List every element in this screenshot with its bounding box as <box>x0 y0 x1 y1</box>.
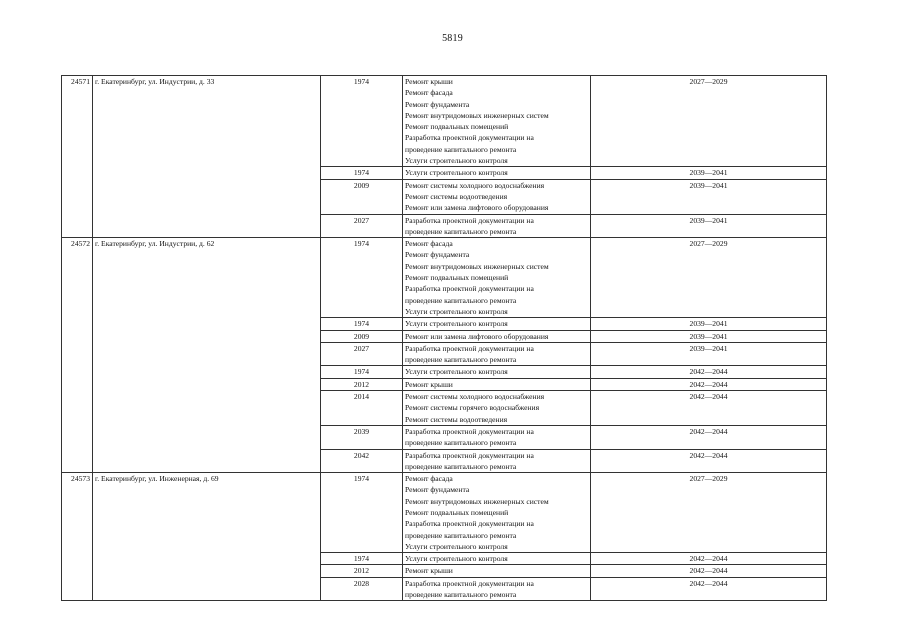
work-types-cell <box>403 577 591 601</box>
work-types-cell <box>403 76 591 167</box>
work-type-item: Ремонт фасада <box>405 474 453 484</box>
period-cell: 2039—2041 <box>591 318 827 330</box>
period-cell: 2039—2041 <box>591 179 827 214</box>
work-types-cell <box>403 330 591 342</box>
period-cell: 2039—2041 <box>591 330 827 342</box>
period-cell: 2039—2041 <box>591 214 827 238</box>
work-type-item: Ремонт или замена лифтового оборудования <box>405 331 549 341</box>
building-address-cell: г. Екатеринбург, ул. Индустрии, д. 33 <box>93 76 321 238</box>
work-type-item: Ремонт внутридомовых инженерных систем <box>405 110 549 120</box>
work-types-cell <box>403 342 591 366</box>
period-cell: 2042—2044 <box>591 378 827 390</box>
year-cell: 2042 <box>321 449 403 473</box>
year-cell: 2009 <box>321 330 403 342</box>
year-cell: 2009 <box>321 179 403 214</box>
work-type-item: проведение капитального ремонта <box>405 226 517 236</box>
work-types-cell <box>403 179 591 214</box>
work-type-item: Ремонт или замена лифтового оборудования <box>405 203 549 213</box>
period-cell: 2042—2044 <box>591 391 827 426</box>
work-type-item: Разработка проектной документации на <box>405 215 534 225</box>
work-type-item: Услуги строительного контроля <box>405 541 508 551</box>
work-type-item: Ремонт подвальных помещений <box>405 122 509 132</box>
work-types-cell <box>403 473 591 553</box>
building-address-cell: г. Екатеринбург, ул. Индустрии, д. 62 <box>93 238 321 473</box>
work-type-item: Ремонт крыши <box>405 77 453 86</box>
work-type-item: проведение капитального ремонта <box>405 295 517 305</box>
period-cell: 2042—2044 <box>591 553 827 565</box>
period-cell: 2042—2044 <box>591 425 827 449</box>
year-cell: 1974 <box>321 366 403 378</box>
work-type-item: Разработка проектной документации на <box>405 519 534 529</box>
work-type-item: Ремонт фундамента <box>405 485 470 495</box>
period-cell: 2027—2029 <box>591 473 827 553</box>
work-type-item: Услуги строительного контроля <box>405 554 508 564</box>
work-type-item: Ремонт внутридомовых инженерных систем <box>405 261 549 271</box>
work-type-item: Ремонт системы водоотведения <box>405 414 508 424</box>
work-type-item: Разработка проектной документации на <box>405 284 534 294</box>
work-type-item: Разработка проектной документации на <box>405 450 534 460</box>
period-cell: 2042—2044 <box>591 577 827 601</box>
work-type-item: проведение капитального ремонта <box>405 355 517 365</box>
work-type-item: Услуги строительного контроля <box>405 319 508 329</box>
work-types-cell <box>403 391 591 426</box>
year-cell: 2012 <box>321 565 403 577</box>
work-type-item: Разработка проектной документации на <box>405 426 534 436</box>
work-types-cell <box>403 553 591 565</box>
year-cell: 2028 <box>321 577 403 601</box>
building-id-cell: 24572 <box>62 238 93 473</box>
period-cell: 2042—2044 <box>591 565 827 577</box>
period-cell: 2027—2029 <box>591 76 827 167</box>
work-types-cell <box>403 378 591 390</box>
period-cell: 2027—2029 <box>591 238 827 318</box>
year-cell: 1974 <box>321 473 403 553</box>
year-cell: 2027 <box>321 214 403 238</box>
work-types-cell <box>403 318 591 330</box>
work-type-item: Разработка проектной документации на <box>405 133 534 143</box>
work-type-item: Ремонт подвальных помещений <box>405 273 509 283</box>
year-cell: 1974 <box>321 167 403 179</box>
work-types-cell <box>403 238 591 318</box>
work-type-item: Ремонт системы водоотведения <box>405 191 508 201</box>
work-type-item: Ремонт крыши <box>405 566 453 576</box>
work-type-item: Ремонт системы холодного водоснабжения <box>405 392 545 402</box>
period-cell: 2039—2041 <box>591 342 827 366</box>
work-type-item: проведение капитального ремонта <box>405 438 517 448</box>
year-cell: 2039 <box>321 425 403 449</box>
work-type-item: Разработка проектной документации на <box>405 343 534 353</box>
year-cell: 2014 <box>321 391 403 426</box>
table-row <box>62 76 827 167</box>
work-types-cell <box>403 167 591 179</box>
work-types-cell <box>403 366 591 378</box>
work-type-item: Ремонт системы холодного водоснабжения <box>405 180 545 190</box>
work-type-item: Услуги строительного контроля <box>405 306 508 316</box>
year-cell: 1974 <box>321 238 403 318</box>
work-type-item: Услуги строительного контроля <box>405 367 508 377</box>
year-cell: 2027 <box>321 342 403 366</box>
period-cell: 2042—2044 <box>591 449 827 473</box>
work-type-item: проведение капитального ремонта <box>405 461 517 471</box>
work-types-cell <box>403 425 591 449</box>
period-cell: 2042—2044 <box>591 366 827 378</box>
work-type-item: проведение капитального ремонта <box>405 590 517 600</box>
work-type-item: Ремонт фундамента <box>405 250 470 260</box>
work-types-cell <box>403 565 591 577</box>
building-id-cell: 24573 <box>62 473 93 601</box>
work-type-item: Услуги строительного контроля <box>405 156 508 166</box>
work-type-item: Ремонт внутридомовых инженерных систем <box>405 496 549 506</box>
building-address-cell: г. Екатеринбург, ул. Инженерная, д. 69 <box>93 473 321 601</box>
work-type-item: Ремонт системы горячего водоснабжения <box>405 403 540 413</box>
work-type-item: Ремонт фасада <box>405 239 453 249</box>
work-types-cell <box>403 449 591 473</box>
page-number: 5819 <box>442 33 463 44</box>
repair-schedule-table <box>61 75 827 601</box>
work-type-item: Услуги строительного контроля <box>405 168 508 178</box>
work-type-item: Ремонт фасада <box>405 88 453 98</box>
work-types-cell <box>403 214 591 238</box>
year-cell: 1974 <box>321 76 403 167</box>
period-cell: 2039—2041 <box>591 167 827 179</box>
table-row <box>62 473 827 553</box>
year-cell: 1974 <box>321 318 403 330</box>
year-cell: 1974 <box>321 553 403 565</box>
repair-schedule-body <box>62 76 827 601</box>
work-type-item: проведение капитального ремонта <box>405 144 517 154</box>
work-type-item: Ремонт фундамента <box>405 99 470 109</box>
work-type-item: проведение капитального ремонта <box>405 530 517 540</box>
work-type-item: Разработка проектной документации на <box>405 578 534 588</box>
table-row <box>62 238 827 318</box>
work-type-item: Ремонт подвальных помещений <box>405 507 509 517</box>
building-id-cell: 24571 <box>62 76 93 238</box>
year-cell: 2012 <box>321 378 403 390</box>
work-type-item: Ремонт крыши <box>405 379 453 389</box>
